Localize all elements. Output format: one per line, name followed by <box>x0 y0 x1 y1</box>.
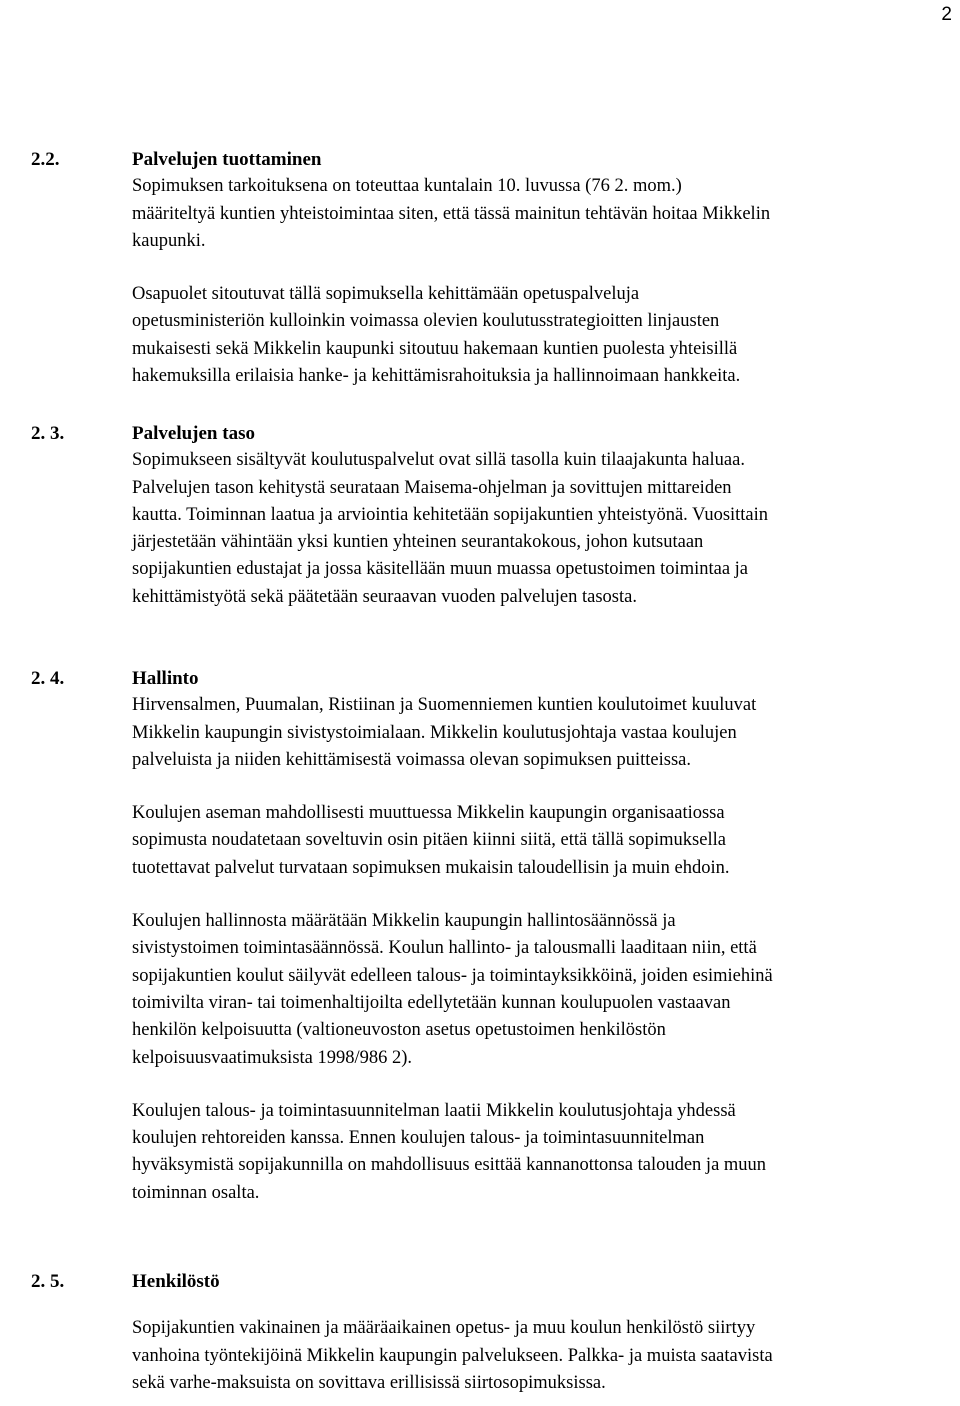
section-title: Henkilöstö <box>132 1271 220 1292</box>
paragraph: Hirvensalmen, Puumalan, Ristiinan ja Suomenniemen kuntien koulutoimet kuuluvat Mikkelin kaupungin sivistystoimialaan. Mikkelin koulutusjohtaja vastaa koulujen palveluista ja niiden kehittämisestä voimassa olevan sopimuksen puitteissa. <box>132 695 757 770</box>
section-title: Palvelujen tuottaminen <box>132 149 322 170</box>
paragraph: Osapuolet sitoutuvat tällä sopimuksella kehittämään opetuspalveluja opetusministeriön kulloinkin voimassa olevien koulutusstrategioitten linjausten mukaisesti sekä Mikkelin kaupunki sitoutuu hakemaan kuntien puolesta yhteisillä hakemuksilla erilaisia hanke- ja kehittämisrahoituksia ja hallinnoimaan hankkeita. <box>132 284 741 387</box>
paragraph: Sopimukseen sisältyvät koulutuspalvelut ovat sillä tasolla kuin tilaajakunta haluaa. Palvelujen tason kehitystä seurataan Maisema-ohjelman ja sovittujen mittareiden kautta. Toiminnan laatua ja arviointia kehitetään sopijakuntien yhteistyönä. Vuosittain järjestetään vähintään yksi kuntien yhteinen seurantakokous, johon kutsutaan sopijakuntien edustajat ja jossa käsitellään muun muassa opetustoimen toimintaa ja kehittämistyötä sekä päätetään seuraavan vuoden palvelujen tasosta. <box>132 450 769 607</box>
section-content <box>132 146 956 390</box>
paragraph: Sopijakuntien vakinainen ja määräaikainen opetus- ja muu koulun henkilöstö siirtyy vanhoina työntekijöinä Mikkelin kaupungin palvelukseen. Palkka- ja muista saatavista sekä varhe-maksuista on sovittava erillisissä siirtosopimuksissa. <box>132 1318 773 1393</box>
section-content <box>132 420 956 611</box>
paragraph: Koulujen hallinnosta määrätään Mikkelin kaupungin hallintosäännössä ja sivistystoimen toimintasäännössä. Koulun hallinto- ja talousmalli laaditaan niin, että sopijakuntien koulut säilyvät edelleen talous- ja toimintayksikköinä, joiden esimiehinä toimivilta viran- tai toimenhaltijoilta edellytetään kunnan koulupuolen vastaavan henkilön kelpoisuutta (valtioneuvoston asetus opetustoimen henkilöstön kelpoisuusvaatimuksista 1998/986 2). <box>132 911 773 1068</box>
section-title: Palvelujen taso <box>132 423 255 444</box>
section-number: 2.2. <box>31 149 60 170</box>
section-number: 2. 5. <box>31 1271 65 1292</box>
section-number: 2. 4. <box>31 668 65 689</box>
section-number: 2. 3. <box>31 423 65 444</box>
paragraph: Koulujen aseman mahdollisesti muuttuessa Mikkelin kaupungin organisaatiossa sopimusta noudatetaan soveltuvin osin pitäen kiinni siitä, että tällä sopimuksella tuotettavat palvelut turvataan sopimuksen mukaisin taloudellisin ja muin ehdoin. <box>132 803 730 878</box>
page-number: 2 <box>941 4 952 25</box>
paragraph: Sopimuksen tarkoituksena on toteuttaa kuntalain 10. luvussa (76 2. mom.) määriteltyä kuntien yhteistoimintaa siten, että tässä mainitun tehtävän hoitaa Mikkelin kaupunki. <box>132 176 771 251</box>
section-content <box>132 1268 956 1397</box>
section-content <box>132 665 956 1207</box>
section-title: Hallinto <box>132 668 199 689</box>
paragraph: Koulujen talous- ja toimintasuunnitelman laatii Mikkelin koulutusjohtaja yhdessä koulujen rehtoreiden kanssa. Ennen koulujen talous- ja toimintasuunnitelman hyväksymistä sopijakunnilla on mahdollisuus esittää kannanottonsa talouden ja muun toiminnan osalta. <box>132 1100 767 1203</box>
